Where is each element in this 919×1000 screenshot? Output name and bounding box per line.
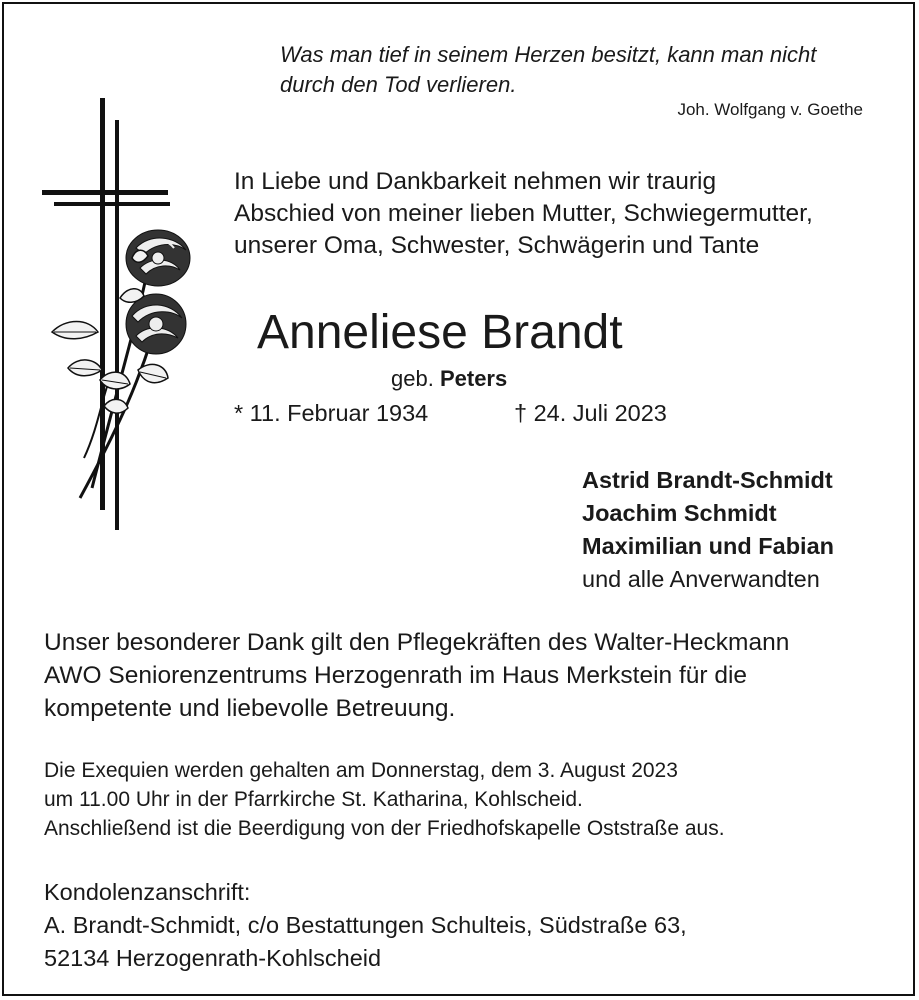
condolence-heading: Kondolenzanschrift: (44, 879, 251, 905)
life-dates (234, 400, 734, 427)
cross-with-roses-icon (40, 98, 200, 532)
intro-line: Abschied von meiner lieben Mutter, Schwiegermutter, (234, 200, 813, 227)
quote-line: durch den Tod verlieren. (280, 72, 517, 97)
condolence-address (44, 876, 904, 975)
quote-line: Was man tief in seinem Herzen besitzt, kann man nicht (280, 42, 817, 67)
service-line: um 11.00 Uhr in der Pfarrkirche St. Katharina, Kohlscheid. (44, 788, 583, 811)
mourner-name: Maximilian und Fabian (582, 533, 835, 559)
maiden-prefix: geb. (391, 366, 434, 391)
thanks-text (44, 626, 904, 725)
maiden-name (391, 366, 507, 392)
mourner-others: und alle Anverwandten (582, 566, 820, 592)
mourners (582, 464, 834, 596)
intro-line: unserer Oma, Schwester, Schwägerin und Tante (234, 232, 760, 259)
mourner-name: Astrid Brandt-Schmidt (582, 467, 833, 493)
condolence-line: 52134 Herzogenrath-Kohlscheid (44, 945, 382, 971)
thanks-line: kompetente und liebevolle Betreuung. (44, 695, 456, 722)
quote-author: Joh. Wolfgang v. Goethe (677, 100, 863, 119)
birth-date: * 11. Februar 1934 (234, 400, 429, 426)
intro-text (234, 166, 914, 262)
condolence-line: A. Brandt-Schmidt, c/o Bestattungen Schulteis, Südstraße 63, (44, 912, 687, 938)
quote (280, 40, 890, 100)
thanks-line: Unser besonderer Dank gilt den Pflegekräften des Walter-Heckmann (44, 629, 790, 656)
thanks-line: AWO Seniorenzentrums Herzogenrath im Haus Merkstein für die (44, 662, 748, 689)
service-info (44, 756, 904, 843)
death-date: † 24. Juli 2023 (514, 400, 667, 426)
deceased-name: Anneliese Brandt (257, 306, 623, 359)
intro-line: In Liebe und Dankbarkeit nehmen wir traurig (234, 168, 717, 195)
maiden-surname: Peters (439, 366, 508, 391)
service-line: Die Exequien werden gehalten am Donnerstag, dem 3. August 2023 (44, 759, 678, 782)
service-line: Anschließend ist die Beerdigung von der Friedhofskapelle Oststraße aus. (44, 817, 725, 840)
mourner-name: Joachim Schmidt (582, 500, 777, 526)
obituary-notice (2, 2, 915, 996)
